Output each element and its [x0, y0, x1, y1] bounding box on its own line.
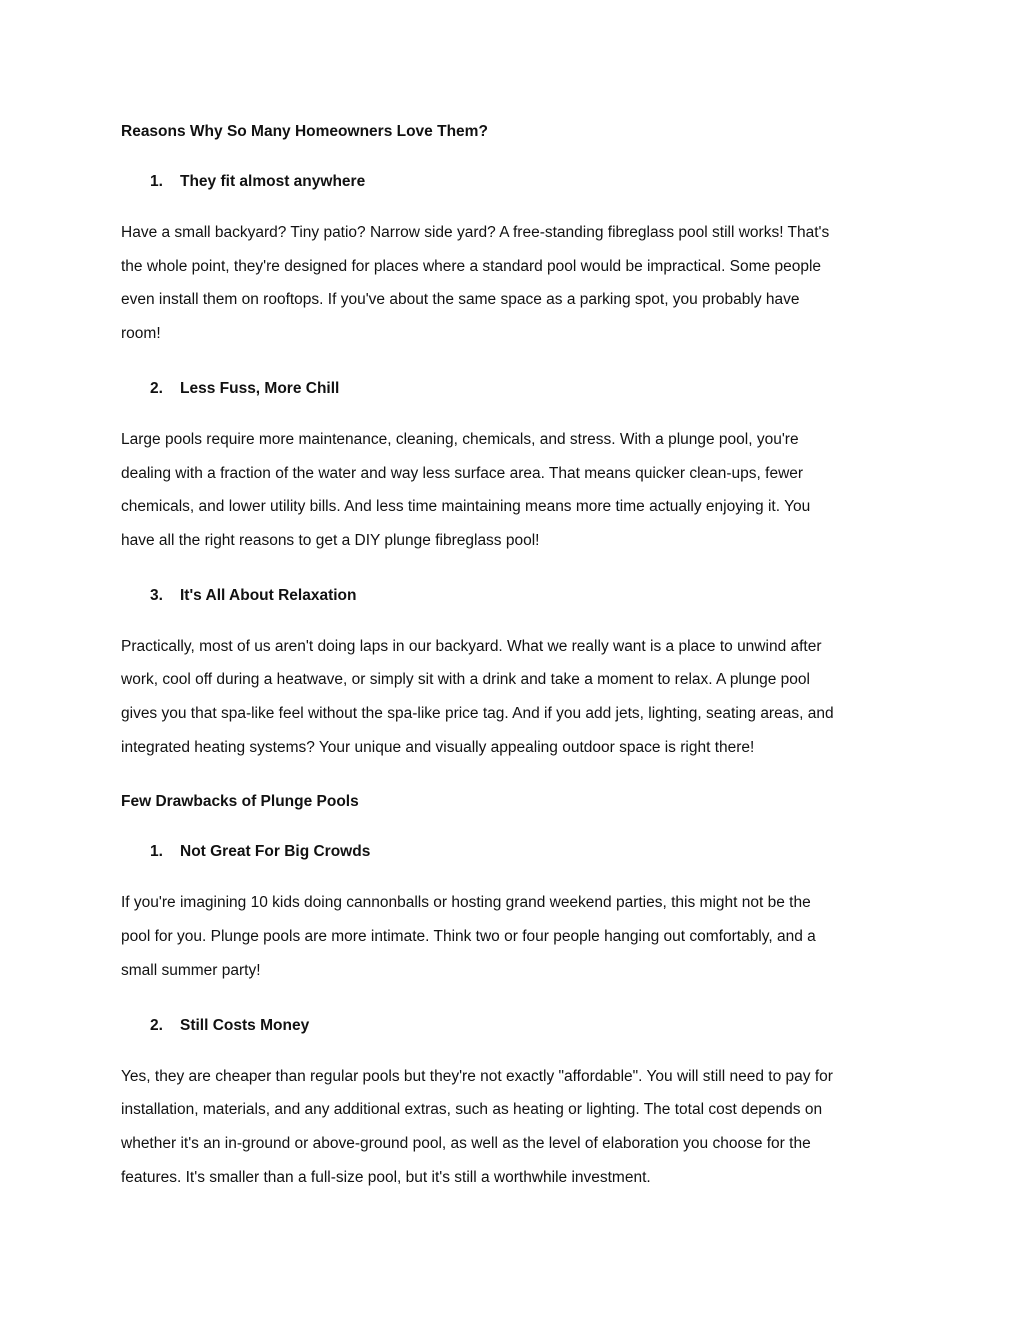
list-number: 1. [150, 173, 163, 190]
paragraph-line: Have a small backyard? Tiny patio? Narrow side yard? A free-standing fibreglass pool still works! That's [121, 224, 830, 241]
list-number: 2. [150, 1016, 163, 1034]
list-item-heading [121, 841, 907, 863]
paragraph-line: features. It's smaller than a full-size pool, but it's still a worthwhile investment. [121, 1168, 651, 1186]
paragraph [121, 216, 907, 351]
list-item-heading [121, 171, 907, 193]
list-number: 3. [150, 586, 163, 604]
paragraph-line: gives you that spa-like feel without the spa-like price tag. And if you add jets, lighting, seating areas, and [121, 705, 834, 723]
list-title: Still Costs Money [180, 1016, 310, 1034]
paragraph [121, 423, 907, 558]
list-number: 1. [150, 843, 163, 861]
section-heading-reasons: Reasons Why So Many Homeowners Love Them? [121, 123, 488, 140]
paragraph-line: pool for you. Plunge pools are more intimate. Think two or four people hanging out comfortably, and a [121, 928, 816, 946]
paragraph [121, 886, 907, 987]
paragraph-line: integrated heating systems? Your unique and visually appealing outdoor space is right there! [121, 738, 755, 756]
list-item-heading [121, 585, 907, 607]
paragraph [121, 1060, 907, 1195]
list-title: It's All About Relaxation [180, 586, 357, 604]
paragraph-line: installation, materials, and any additional extras, such as heating or lighting. The total cost depends on [121, 1101, 823, 1119]
paragraph-line: have all the right reasons to get a DIY plunge fibreglass pool! [121, 531, 540, 549]
paragraph-line: Yes, they are cheaper than regular pools but they're not exactly "affordable". You will still need to pay for [121, 1067, 833, 1085]
paragraph-line: room! [121, 325, 161, 343]
paragraph-line: Large pools require more maintenance, cleaning, chemicals, and stress. With a plunge pool, you're [121, 430, 799, 448]
document-page [121, 121, 907, 1194]
paragraph-line: small summer party! [121, 961, 261, 979]
list-item-heading [121, 378, 907, 400]
section-heading-drawbacks: Few Drawbacks of Plunge Pools [121, 793, 359, 811]
paragraph-line: chemicals, and lower utility bills. And less time maintaining means more time actually enjoying it. You [121, 498, 811, 516]
list-number: 2. [150, 379, 163, 397]
paragraph-line: the whole point, they're designed for places where a standard pool would be impractical. Some people [121, 257, 822, 275]
list-title: Less Fuss, More Chill [180, 379, 340, 397]
list-item-heading [121, 1015, 907, 1037]
paragraph-line: even install them on rooftops. If you've about the same space as a parking spot, you probably have [121, 291, 800, 309]
paragraph-line: Practically, most of us aren't doing laps in our backyard. What we really want is a place to unwind after [121, 637, 822, 655]
paragraph-line: dealing with a fraction of the water and way less surface area. That means quicker clean-ups, fewer [121, 464, 804, 482]
paragraph-line: If you're imagining 10 kids doing cannonballs or hosting grand weekend parties, this might not be the [121, 894, 811, 912]
list-title: Not Great For Big Crowds [180, 843, 371, 861]
list-title: They fit almost anywhere [180, 173, 366, 190]
paragraph [121, 630, 907, 765]
paragraph-line: whether it's an in-ground or above-ground pool, as well as the level of elaboration you choose for the [121, 1134, 811, 1152]
paragraph-line: work, cool off during a heatwave, or simply sit with a drink and take a moment to relax. A plunge pool [121, 671, 810, 689]
